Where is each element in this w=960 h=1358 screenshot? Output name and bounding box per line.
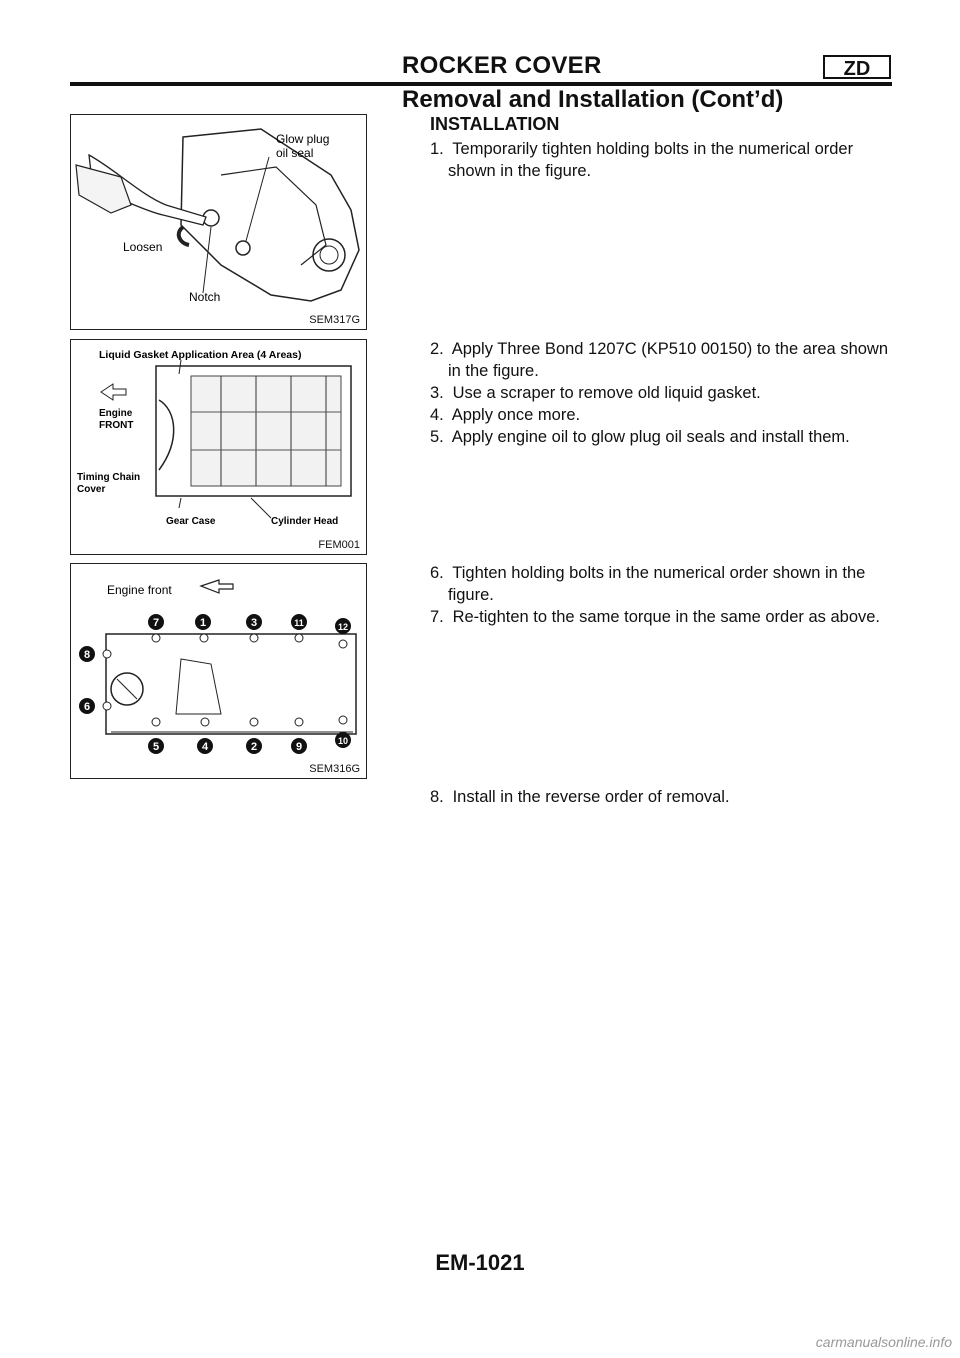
- bolt-hole: [103, 650, 111, 658]
- label-front: FRONT: [99, 420, 134, 431]
- bolt-hole: [295, 718, 303, 726]
- step-2: 2. Apply Three Bond 1207C (KP510 00150) to the area shown in the figure.: [430, 340, 889, 380]
- bolt-number-label: 4: [201, 741, 209, 753]
- bolt-number-label: 7: [152, 617, 160, 629]
- watermark: carmanualsonline.info: [815, 1334, 952, 1350]
- label-cover: Cover: [77, 484, 106, 495]
- rocker-cover-illustration: [71, 115, 368, 331]
- bolt-number-label: 6: [83, 701, 91, 713]
- bolt-number-label: 3: [250, 617, 258, 629]
- figure-code: FEM001: [318, 539, 360, 551]
- figure-code: SEM316G: [309, 763, 360, 775]
- step-7: 7. Re-tighten to the same torque in the same order as above.: [430, 608, 881, 626]
- step-6: 6. Tighten holding bolts in the numerical order shown in the figure.: [430, 564, 866, 604]
- label-gear-case: Gear Case: [166, 516, 216, 527]
- step-3: 3. Use a scraper to remove old liquid gasket.: [430, 384, 761, 402]
- step-8: 8. Install in the reverse order of removal.: [430, 788, 730, 806]
- bolt-number-label: 1: [199, 617, 207, 629]
- bolt-hole: [250, 634, 258, 642]
- figure-liquid-gasket: [70, 339, 367, 555]
- step-4: 4. Apply once more.: [430, 406, 581, 424]
- bolt-hole: [339, 640, 347, 648]
- bolt-sequence-illustration: [71, 564, 368, 780]
- label-notch: Notch: [189, 290, 221, 304]
- bolt-number-label: 12: [337, 622, 349, 632]
- page-subtitle: Removal and Installation (Cont’d): [402, 86, 784, 113]
- bolt-number-label: 2: [250, 741, 258, 753]
- bolt-hole: [250, 718, 258, 726]
- bolt-hole: [201, 718, 209, 726]
- bolt-number-label: 9: [295, 741, 303, 753]
- bolt-number-label: 10: [337, 736, 349, 746]
- installation-heading: INSTALLATION: [430, 114, 560, 134]
- bolt-number-label: 8: [83, 649, 91, 661]
- bolt-hole: [152, 634, 160, 642]
- label-application-area: Liquid Gasket Application Area (4 Areas): [99, 349, 302, 361]
- label-engine: Engine: [99, 408, 133, 419]
- bolt-hole: [295, 634, 303, 642]
- bolt-number-label: 5: [152, 741, 160, 753]
- page-number: EM-1021: [435, 1250, 525, 1275]
- engine-code-badge: ZD: [823, 55, 891, 79]
- label-engine-front: Engine front: [107, 583, 172, 597]
- bolt-number-label: 11: [294, 618, 304, 628]
- bolt-hole: [152, 718, 160, 726]
- step-1: 1. Temporarily tighten holding bolts in the numerical order shown in the figure.: [430, 140, 854, 180]
- section-title: ROCKER COVER: [402, 52, 602, 79]
- step-5: 5. Apply engine oil to glow plug oil seals and install them.: [430, 428, 850, 446]
- label-glow-plug: Glow plug: [276, 132, 330, 146]
- bolt-hole: [200, 634, 208, 642]
- figure-bolt-order: [70, 563, 367, 779]
- figure-loosen-bolts: [70, 114, 367, 330]
- cylinder-head-illustration: [71, 340, 368, 556]
- bolt-hole: [339, 716, 347, 724]
- figure-code: SEM317G: [309, 314, 360, 326]
- label-cylinder-head: Cylinder Head: [271, 516, 339, 527]
- label-timing-chain: Timing Chain: [77, 472, 141, 483]
- bolt-hole: [103, 702, 111, 710]
- label-oil-seal: oil seal: [276, 146, 314, 160]
- label-loosen: Loosen: [123, 240, 163, 254]
